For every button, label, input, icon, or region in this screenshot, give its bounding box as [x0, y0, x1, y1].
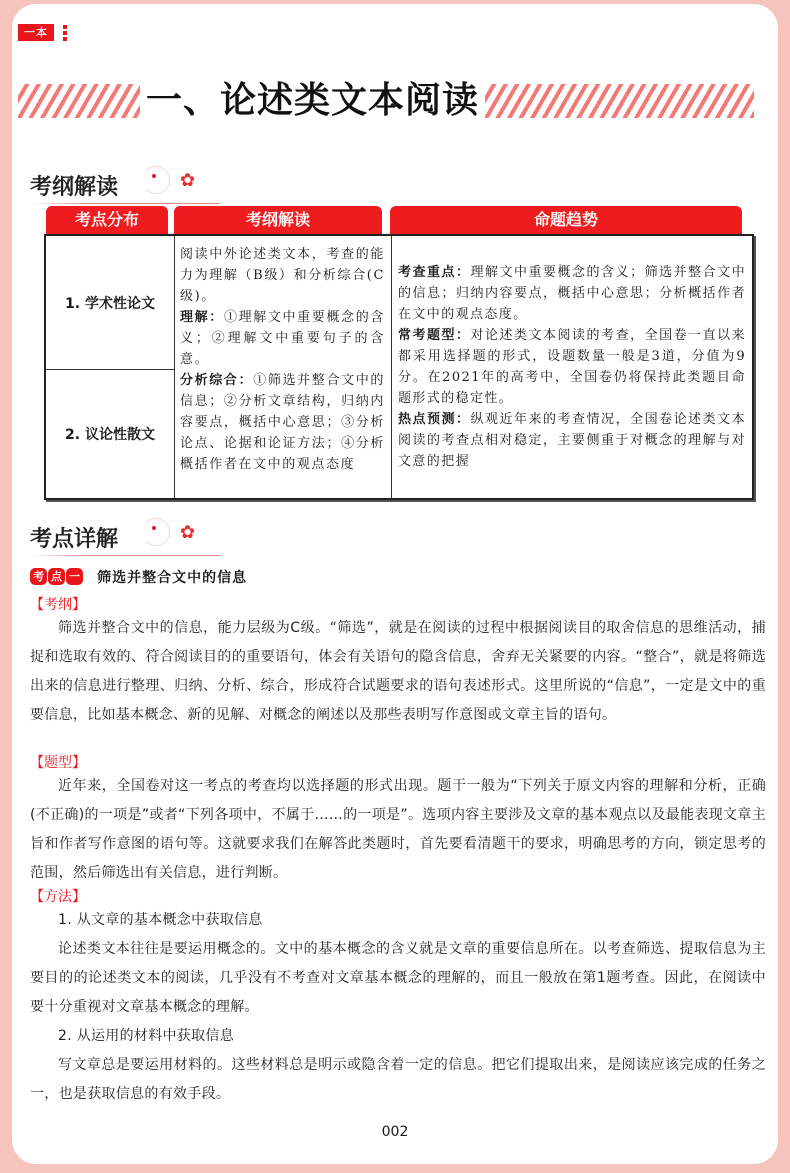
chapter-title: 一、论述类文本阅读 [140, 80, 485, 122]
logo-dots [63, 25, 67, 43]
flower-icon: ✿ [180, 522, 196, 543]
understand-text: ①理解文中重要概念的含义；②理解文中重要句子的含意。 [180, 310, 385, 367]
publisher-logo: 一本 [18, 24, 54, 41]
kaodian-badge: 点 [48, 568, 65, 585]
chapter-title-row [18, 80, 754, 122]
trend-cell [392, 236, 752, 472]
hot-label: 热点预测： [398, 412, 471, 427]
type-text: 近年来，全国卷对这一考点的考查均以选择题的形式出现。题干一般为“下列关于原文内容的理解和分析，正确(不正确)的一项是”或者“下列各项中，不属于……的一项是”。选项内容主要涉及文章的基本观点以及最能表现文章主旨和作者写作意图的语句等。这就要求我们在解答此类题时，首先要看清题干的要求，明确思考的方向，锁定思考的范围，然后筛选出有关信息，进行判断。 [30, 778, 766, 881]
section-heading-text: 考纲解读 [30, 175, 119, 200]
label-syllabus: 【考纲】 [30, 597, 86, 613]
distribution-column [46, 236, 175, 498]
analyze-text: ①筛选并整合文中的信息；②分析文章结构，归纳内容要点，概括中心意思；③分析论点、论据和论证方法；④分析概括作者在文中的观点态度 [180, 373, 385, 472]
kaodian-badge: 一 [66, 568, 83, 585]
swirl-icon [142, 518, 170, 546]
stripe-decoration-right [485, 84, 754, 118]
swirl-icon [142, 166, 170, 194]
analyze-label: 分析综合： [180, 373, 254, 388]
syllabus-cell [175, 236, 391, 475]
table-row-academic: 1. 学术性论文 [46, 236, 174, 370]
method1-text: 论述类文本往往是要运用概念的。文中的基本概念的含义就是文章的重要信息所在。以考查筛选、提取信息为主要目的的论述类文本的阅读，几乎没有不考查对文章基本概念的理解的，而且一般放在第1题考查。因此，在阅读中要十分重视对文章基本概念的理解。 [30, 941, 766, 1015]
method2-text: 写文章总是要运用材料的。这些材料总是明示或隐含着一定的信息。把它们提取出来，是阅读应该完成的任务之一，也是获取信息的有效手段。 [30, 1057, 766, 1102]
flower-icon: ✿ [180, 170, 196, 191]
dot-icon [152, 526, 156, 530]
heading-underline [30, 203, 220, 204]
focus-text: 理解文中重要概念的含义；筛选并整合文中的信息；归纳内容要点，概括中心意思；分析概括作者在文中的观点态度。 [398, 265, 746, 322]
section-heading-text: 考点详解 [30, 527, 119, 552]
syllabus-intro: 阅读中外论述类文本，考查的能力为理解（B级）和分析综合(C级)。 [180, 247, 385, 304]
hot-text: 纵观近年来的考查情况，全国卷论述类文本阅读的考查点相对稳定，主要侧重于对概念的理解与对文意的把握 [398, 412, 746, 469]
method1-title: 1. 从文章的基本概念中获取信息 [58, 912, 263, 928]
focus-label: 考查重点： [398, 265, 471, 280]
page-number: 002 [381, 1124, 409, 1140]
label-question-type: 【题型】 [30, 755, 86, 771]
kaodian-badge: 考 [30, 568, 47, 585]
method-section [30, 906, 766, 1109]
table-header-trend: 命题趋势 [390, 206, 742, 234]
type-paragraph [30, 772, 766, 888]
dot-icon [152, 174, 156, 178]
syllabus-text: 筛选并整合文中的信息，能力层级为C级。“筛选”，就是在阅读的过程中根据阅读目的取舍信息的思维活动，捕捉和选取有效的、符合阅读目的的重要语句，体会有关语句的隐含信息，舍弃无关紧要的内容。“整合”，就是将筛选出来的信息进行整理、归纳、分析、综合，形成符合试题要求的语句表述形式。这里所说的“信息”，一定是文中的重要信息，比如基本概念、新的见解、对概念的阐述以及那些表明写作意图或文章主旨的语句。 [30, 620, 766, 723]
kaodian-title: 筛选并整合文中的信息 [97, 569, 248, 586]
syllabus-paragraph [30, 614, 766, 730]
syllabus-table [44, 234, 754, 500]
trend-column [392, 236, 752, 498]
table-header-syllabus: 考纲解读 [174, 206, 382, 234]
method2-title: 2. 从运用的材料中获取信息 [58, 1028, 235, 1044]
stripe-decoration-left [18, 84, 140, 118]
types-text: 对论述类文本阅读的考查，全国卷一直以来都采用选择题的形式，设题数量一般是3道，分值为9分。在2021年的高考中，全国卷仍将保持此类题目命题形式的稳定性。 [398, 328, 746, 406]
syllabus-column [175, 236, 392, 498]
table-row-essay: 2. 议论性散文 [65, 427, 155, 443]
section-heading-syllabus [30, 170, 220, 206]
table-header-distribution: 考点分布 [46, 206, 168, 234]
understand-label: 理解： [180, 310, 224, 325]
label-method: 【方法】 [30, 889, 86, 905]
types-label: 常考题型： [398, 328, 471, 343]
section-heading-details [30, 522, 220, 558]
kaodian-title-row [30, 566, 247, 586]
heading-underline [30, 555, 220, 556]
